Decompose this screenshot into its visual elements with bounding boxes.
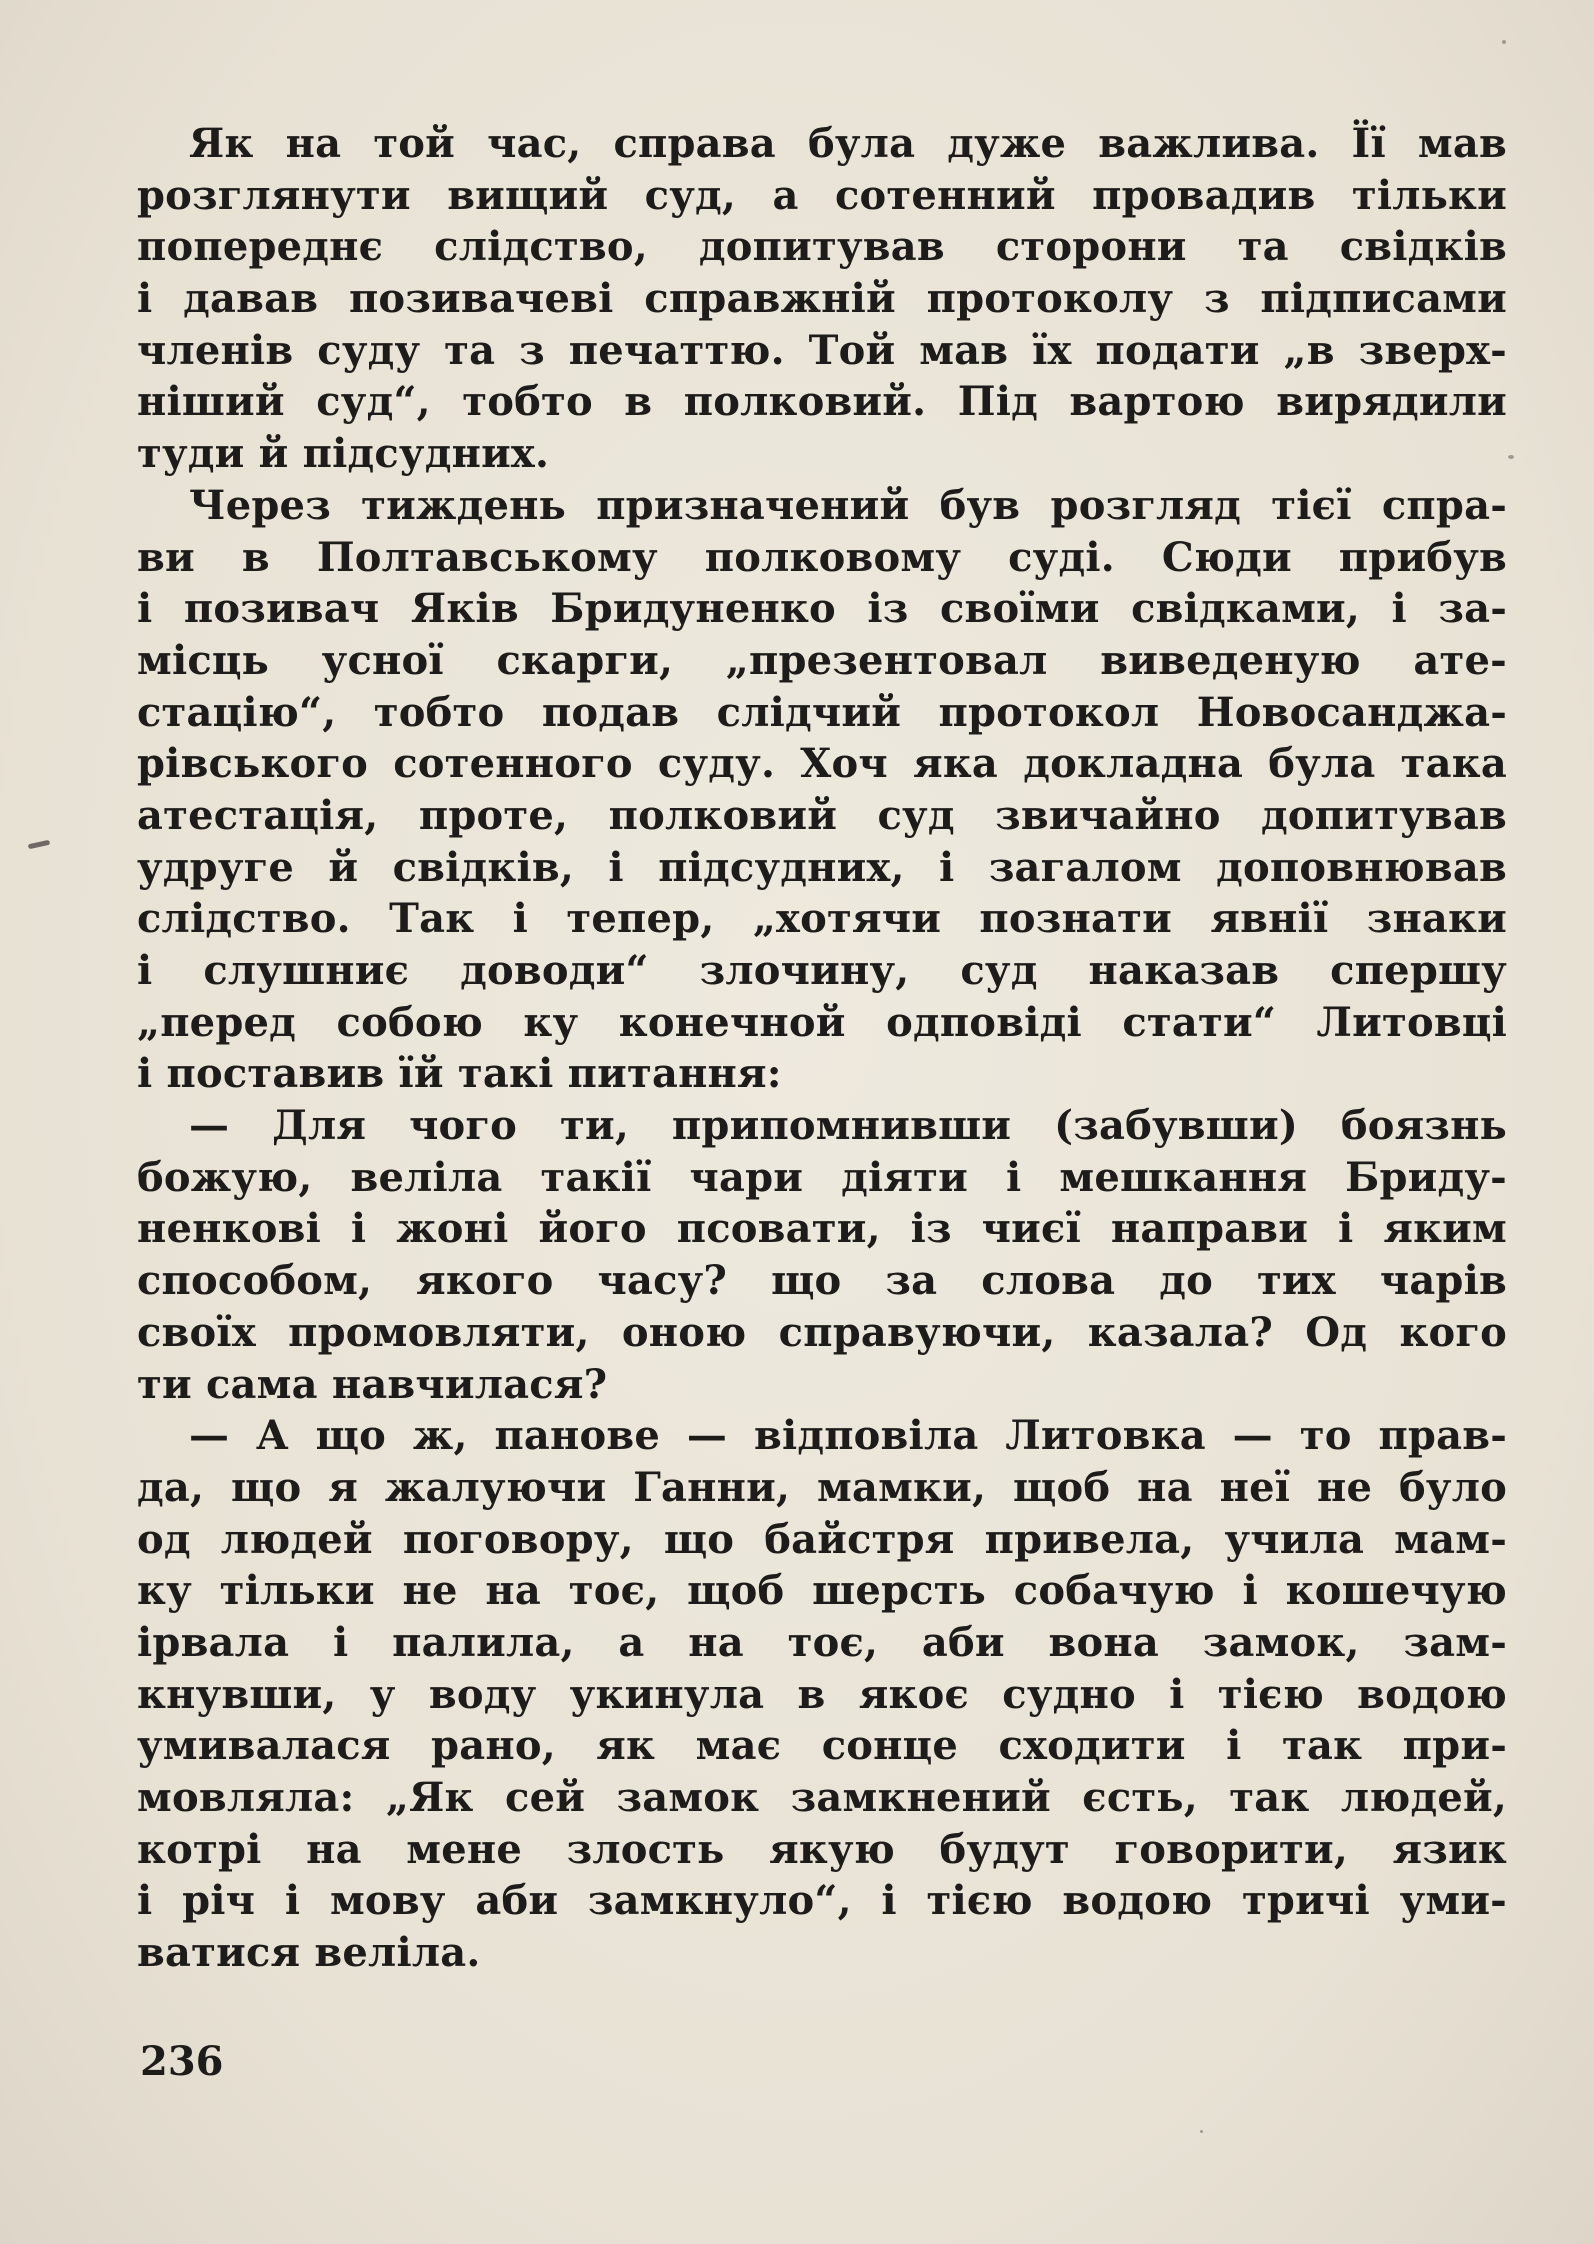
text-line: рівського сотенного суду. Хоч яка докладна була така bbox=[137, 740, 1507, 788]
text-line: — А що ж, панове — відповіла Литовка — то прав- bbox=[189, 1412, 1507, 1460]
text-line: і позивач Яків Бридуненко із своїми свідками, і за- bbox=[137, 585, 1507, 633]
text-line: і давав позивачеві справжній протоколу з підписами bbox=[137, 275, 1507, 323]
paper-speck bbox=[1502, 40, 1506, 44]
text-line: мовляла: „Як сей замок замкнений єсть, так людей, bbox=[137, 1774, 1507, 1821]
text-line: Через тиждень призначений був розгляд тієї спра- bbox=[189, 481, 1507, 529]
text-line: ку тільки не на тоє, щоб шерсть собачую і кошечую bbox=[137, 1567, 1507, 1615]
text-line: своїх промовляти, оною справуючи, казала? Од кого bbox=[137, 1308, 1507, 1356]
text-line: да, що я жалуючи Ганни, мамки, щоб на неї не було bbox=[137, 1463, 1507, 1511]
text-line: місць усної скарги, „презентовал виведеную ате- bbox=[137, 636, 1507, 684]
text-line: туди й підсудних. bbox=[137, 430, 550, 478]
text-line: кнувши, у воду укинула в якоє судно і тією водою bbox=[137, 1670, 1507, 1718]
text-line: атестація, проте, полковий суд звичайно допитував bbox=[137, 791, 1507, 839]
page-number: 236 bbox=[140, 2038, 224, 2085]
text-line: „перед собою ку конечной одповіді стати“ Литовці bbox=[137, 998, 1507, 1046]
paper-speck bbox=[1508, 455, 1514, 459]
text-line: — Для чого ти, припомнивши (забувши) боязнь bbox=[189, 1102, 1507, 1150]
text-line: Як на той час, справа була дуже важлива. Її мав bbox=[189, 120, 1507, 167]
text-line: ватися веліла. bbox=[137, 1929, 481, 1977]
text-line: ви в Полтавському полковому суді. Сюди прибув bbox=[137, 533, 1507, 581]
text-line: од людей поговору, що байстря привела, учила мам- bbox=[137, 1515, 1507, 1563]
text-line: і поставив їй такі питання: bbox=[137, 1050, 782, 1098]
text-line: і слушниє доводи“ злочину, суд наказав спершу bbox=[137, 947, 1507, 994]
text-line: членів суду та з печаттю. Той мав їх подати „в зверх- bbox=[137, 326, 1507, 374]
text-line: і річ і мову аби замкнуло“, і тією водою тричі уми- bbox=[137, 1877, 1507, 1925]
text-line: ірвала і палила, а на тоє, аби вона замок, зам- bbox=[137, 1618, 1507, 1666]
text-line: божую, веліла такії чари діяти і мешкання Бриду- bbox=[137, 1153, 1507, 1201]
text-line: ти сама навчилася? bbox=[137, 1360, 608, 1408]
text-line: слідство. Так і тепер, „хотячи познати явнії знаки bbox=[137, 895, 1507, 943]
text-line: котрі на мене злость якую будут говорити, язик bbox=[137, 1825, 1507, 1873]
body-text bbox=[137, 118, 1507, 1979]
text-line: ненкові і жоні його псовати, із чиєї направи і яким bbox=[137, 1205, 1507, 1253]
text-line: способом, якого часу? що за слова до тих чарів bbox=[137, 1257, 1507, 1305]
text-line: ніший суд“, тобто в полковий. Під вартою вирядили bbox=[137, 378, 1507, 426]
paper-speck bbox=[1200, 2130, 1203, 2133]
text-line: удруге й свідків, і підсудних, і загалом доповнював bbox=[137, 843, 1507, 891]
text-line: умивалася рано, як має сонце сходити і так при- bbox=[137, 1722, 1507, 1770]
text-line: розглянути вищий суд, а сотенний провадив тільки bbox=[137, 171, 1507, 219]
text-line: стацію“, тобто подав слідчий протокол Новосанджа- bbox=[137, 688, 1507, 736]
margin-mark bbox=[28, 840, 51, 849]
text-line: попереднє слідство, допитував сторони та свідків bbox=[137, 223, 1507, 271]
